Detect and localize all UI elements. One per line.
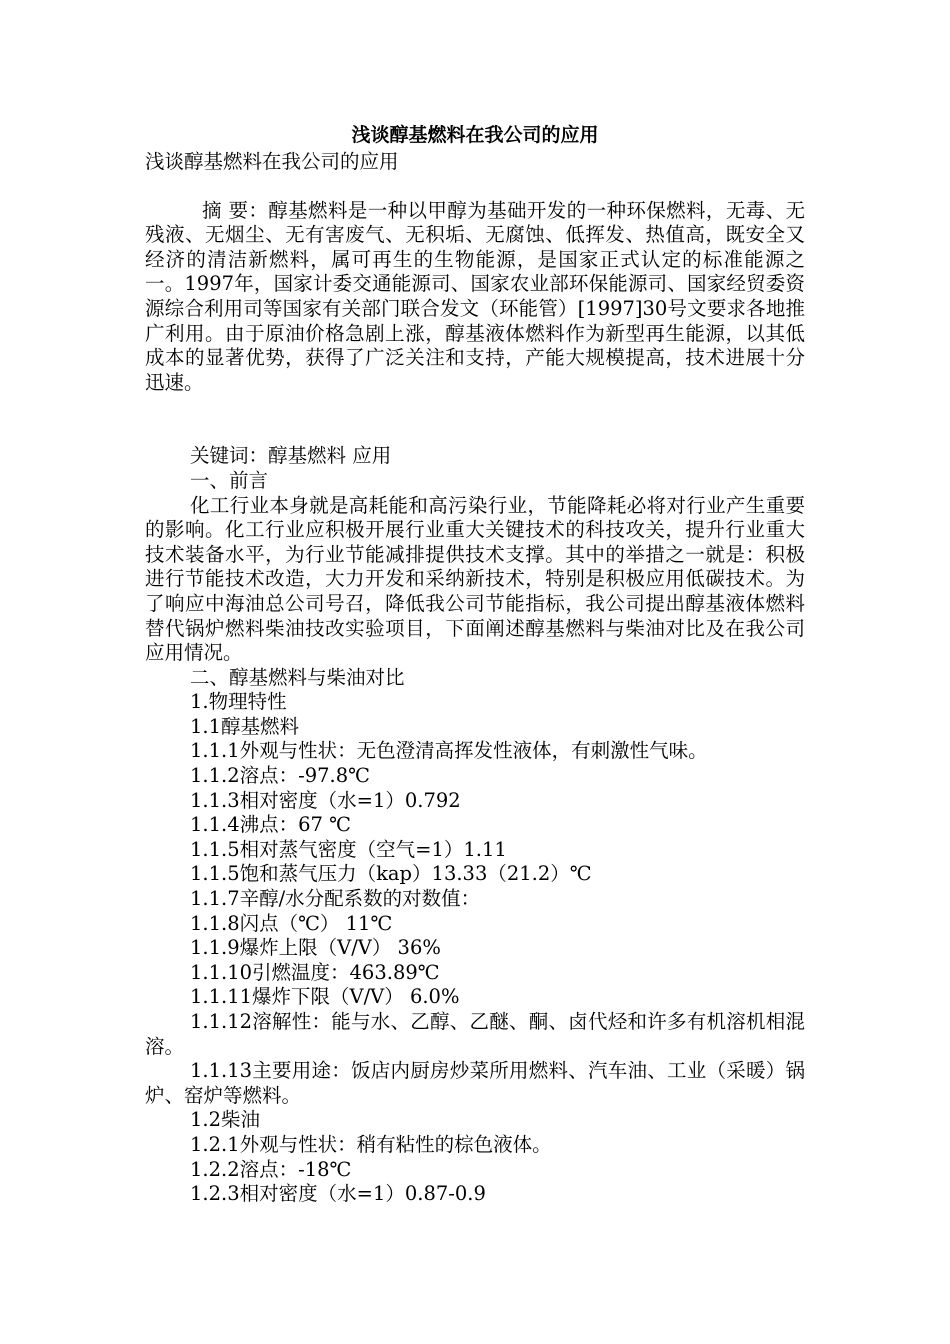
- list-item-solubility: 1.1.12溶解性：能与水、乙醇、乙醚、酮、卤代烃和许多有机溶机相混溶。: [145, 1010, 805, 1058]
- list-item: 1.1.5相对蒸气密度（空气=1）1.11: [190, 837, 507, 861]
- list-item: 1.1.10引燃温度：463.89℃: [190, 960, 440, 984]
- keywords-line: 关键词：醇基燃料 应用: [190, 444, 392, 468]
- list-item: 1.2.3相对密度（水=1）0.87-0.9: [190, 1182, 486, 1206]
- list-item: 1.1.5饱和蒸气压力（kap）13.33（21.2）℃: [190, 862, 592, 886]
- list-item: 1.1.7辛醇/水分配系数的对数值：: [190, 887, 481, 911]
- section-heading-preface: 一、前言: [190, 468, 269, 492]
- list-item: 1.1.2溶点：-97.8℃: [190, 764, 370, 788]
- abstract-paragraph: 摘 要：醇基燃料是一种以甲醇为基础开发的一种环保燃料，无毒、无残液、无烟尘、无有害废气、无积垢、无腐蚀、低挥发、热值高，既安全又经济的清洁新燃料，属可再生的生物能源，是国家正式认定的标准能源之一。1997年，国家计委交通能源司、国家农业部环保能源司、国家经贸委资源综合利用司等国家有关部门联合发文（环能管）[1997]30号文要求各地推广利用。由于原油价格急剧上涨，醇基液体燃料作为新型再生能源，以其低成本的显著优势，获得了广泛关注和支持，产能大规模提高，技术进展十分迅速。: [145, 198, 805, 394]
- list-item: 1.1.1外观与性状：无色澄清高挥发性液体，有刺激性气味。: [190, 739, 708, 763]
- list-item: 1.2.1外观与性状：稍有粘性的棕色液体。: [190, 1132, 552, 1156]
- list-item: 1.2.2溶点：-18℃: [190, 1157, 352, 1181]
- document-subtitle: 浅谈醇基燃料在我公司的应用: [145, 150, 399, 173]
- blank-space: [145, 395, 805, 444]
- document-title: 浅谈醇基燃料在我公司的应用: [351, 124, 599, 146]
- list-item: 1.1.9爆炸上限（V/V） 36%: [190, 936, 441, 960]
- list-item: 1.1.3相对密度（水=1）0.792: [190, 788, 461, 812]
- list-item: 1.2柴油: [190, 1108, 261, 1132]
- list-item: 1.1.8闪点（℃） 11℃: [190, 911, 393, 935]
- preface-paragraph: 化工行业本身就是高耗能和高污染行业，节能降耗必将对行业产生重要的影响。化工行业应积极开展行业重大关键技术的科技攻关，提升行业重大技术装备水平，为行业节能减排提供技术支撑。其中的举措之一就是：积极进行节能技术改造，大力开发和采纳新技术，特别是积极应用低碳技术。为了响应中海油总公司号召，降低我公司节能指标，我公司提出醇基液体燃料替代锅炉燃料柴油技改实验项目，下面阐述醇基燃料与柴油对比及在我公司应用情况。: [145, 493, 805, 665]
- list-item: 1.物理特性: [190, 690, 287, 714]
- list-item: 1.1.11爆炸下限（V/V） 6.0%: [190, 985, 460, 1009]
- list-item-usage: 1.1.13主要用途：饭店内厨房炒菜所用燃料、汽车油、工业（采暖）锅炉、窑炉等燃料。: [145, 1059, 805, 1107]
- list-item: 1.1.4沸点：67 ℃: [190, 813, 351, 837]
- list-item: 1.1醇基燃料: [190, 714, 300, 738]
- section-heading-comparison: 二、醇基燃料与柴油对比: [190, 665, 405, 689]
- document-page: [145, 120, 805, 1207]
